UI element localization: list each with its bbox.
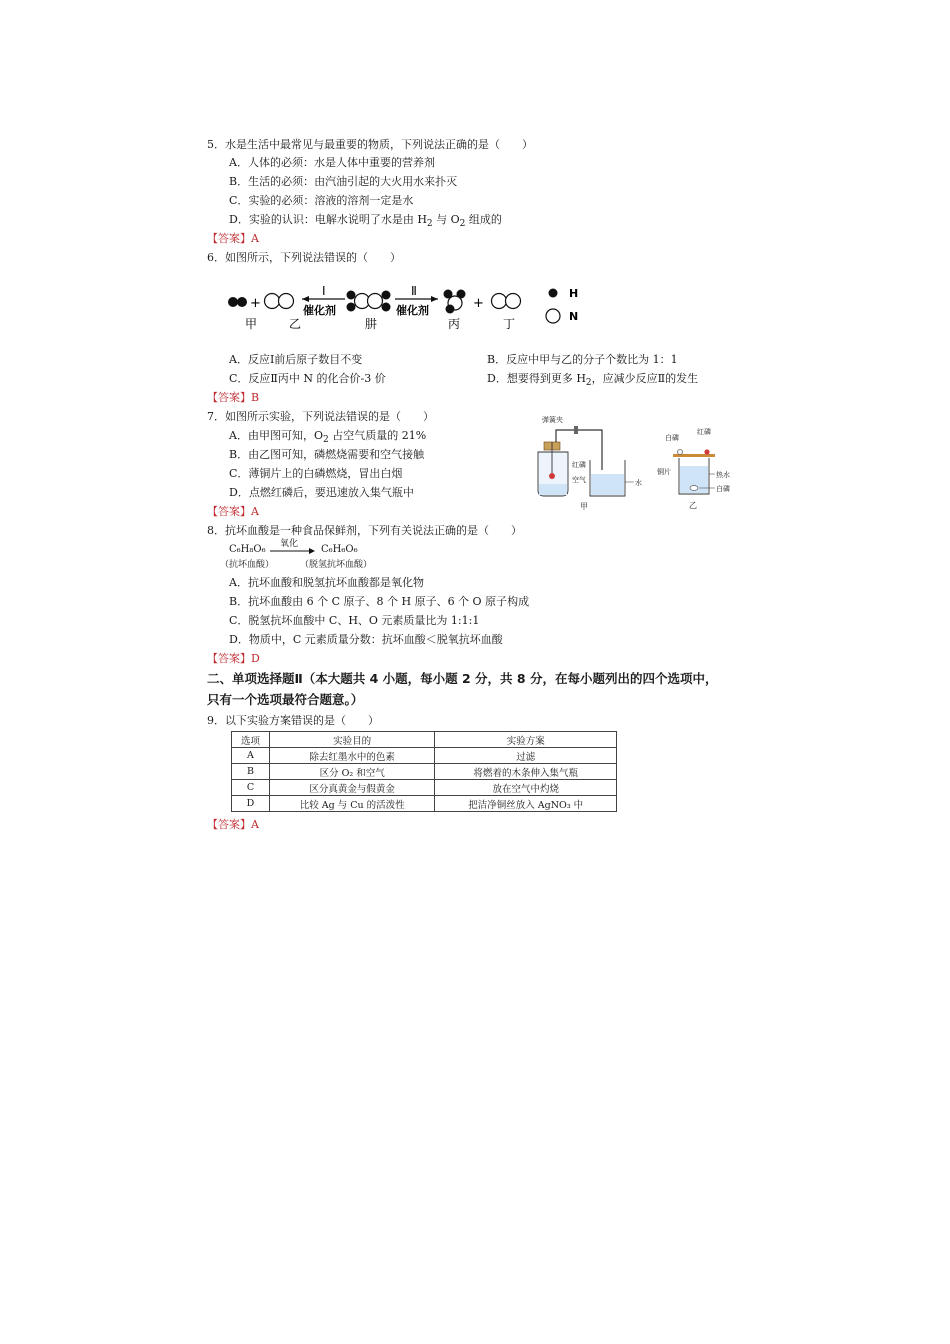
q8-option-a: A．抗坏血酸和脱氢抗坏血酸都是氧化物 bbox=[229, 576, 424, 589]
q8-stem: 8．抗坏血酸是一种食品保鲜剂，下列有关说法正确的是（ ） bbox=[207, 524, 522, 537]
n-atom bbox=[265, 294, 280, 309]
q6-stem: 6．如图所示，下列说法错误的（ ） bbox=[207, 251, 401, 264]
n-atom bbox=[368, 294, 383, 309]
legend-h-label: H bbox=[569, 287, 579, 300]
red-p-label: 红磷 bbox=[572, 461, 586, 469]
q8-option-b: B．抗坏血酸由 6 个 C 原子、8 个 H 原子、6 个 O 原子构成 bbox=[229, 595, 530, 608]
q8-label-left: （抗坏血酸） bbox=[220, 560, 275, 570]
legend-n-label: N bbox=[569, 310, 579, 323]
h-atom bbox=[347, 303, 356, 312]
section2-heading-line1: 二、单项选择题Ⅱ（本大题共 4 小题，每小题 2 分，共 8 分，在每小题列出的四个选项中， bbox=[207, 671, 718, 686]
red-phosphorus bbox=[549, 473, 555, 479]
label-yi: 乙 bbox=[289, 317, 302, 331]
table-cell: 区分 O₂ 和空气 bbox=[269, 764, 435, 780]
clip-label: 弹簧夹 bbox=[542, 416, 563, 424]
q8-label-right: （脱氢抗坏血酸） bbox=[300, 560, 373, 570]
water-label: 水 bbox=[635, 479, 642, 487]
white-p2-label: 白磷 bbox=[716, 485, 730, 493]
table-cell: 将燃着的木条伸入集气瓶 bbox=[435, 764, 617, 780]
q8-arrow-icon bbox=[270, 547, 316, 555]
q6-option-a: A．反应Ⅰ前后原子数目不变 bbox=[229, 353, 363, 366]
q8-option-d: D．物质中，C 元素质量分数：抗坏血酸＜脱氧抗坏血酸 bbox=[229, 633, 503, 646]
q8-answer: 【答案】D bbox=[207, 652, 260, 665]
table-cell: D bbox=[232, 796, 270, 812]
label-bing: 丙 bbox=[448, 317, 461, 331]
h-atom bbox=[382, 303, 391, 312]
q7-apparatus-jia bbox=[530, 412, 650, 512]
q7-option-b: B．由乙图可知，磷燃烧需要和空气接触 bbox=[229, 448, 425, 461]
label-ding: 丁 bbox=[503, 317, 516, 331]
legend-n-icon bbox=[546, 309, 560, 323]
table-row bbox=[232, 748, 617, 764]
n-atom bbox=[492, 294, 507, 309]
reaction-1-label: Ⅰ bbox=[322, 284, 326, 298]
legend-h-icon bbox=[549, 289, 558, 298]
q7-answer: 【答案】A bbox=[207, 505, 259, 518]
q7-option-a: A．由甲图可知，$O_2$ 占空气质量的 21% bbox=[229, 429, 427, 446]
fig-jia-label: 甲 bbox=[580, 502, 588, 511]
section2-heading-line2: 只有一个选项最符合题意。） bbox=[207, 692, 364, 707]
h-atom bbox=[228, 297, 238, 307]
plus-sign: + bbox=[473, 296, 484, 311]
h-atom bbox=[347, 291, 356, 300]
table-cell: 放在空气中灼烧 bbox=[435, 780, 617, 796]
q5-option-a: A．人体的必须：水是人体中重要的营养剂 bbox=[229, 156, 435, 169]
q7-option-d: D．点燃红磷后，要迅速放入集气瓶中 bbox=[229, 486, 414, 499]
q8-equation-left: C₆H₈O₆ bbox=[229, 544, 266, 555]
table-cell: B bbox=[232, 764, 270, 780]
fig-yi-label: 乙 bbox=[689, 501, 697, 510]
hot-water-label: 热水 bbox=[716, 471, 730, 479]
q8-option-c: C．脱氢抗坏血酸中 C、H、O 元素质量比为 1:1:1 bbox=[229, 614, 480, 627]
q6-reaction-diagram bbox=[220, 280, 600, 335]
q7-option-c: C．薄铜片上的白磷燃烧，冒出白烟 bbox=[229, 467, 403, 480]
label-jia: 甲 bbox=[245, 317, 258, 331]
q6-option-d: D．想要得到更多 $H_2$，应减少反应Ⅱ的发生 bbox=[487, 372, 699, 389]
q8-equation-arrow-label: 氧化 bbox=[280, 539, 299, 549]
q5-option-c: C．实验的必须：溶液的溶剂一定是水 bbox=[229, 194, 414, 207]
q6-answer: 【答案】B bbox=[207, 391, 260, 404]
n-atom bbox=[279, 294, 294, 309]
q5-stem: 5．水是生活中最常见与最重要的物质，下列说法正确的是（ ） bbox=[207, 138, 533, 151]
table-header: 选项 bbox=[232, 732, 270, 748]
h-atom bbox=[237, 297, 247, 307]
table-cell: A bbox=[232, 748, 270, 764]
copper-label: 铜片 bbox=[657, 468, 671, 476]
table-header-row bbox=[232, 732, 617, 748]
table-header: 实验方案 bbox=[435, 732, 617, 748]
n-atom bbox=[506, 294, 521, 309]
white-phosphorus-top bbox=[677, 449, 682, 454]
q9-stem: 9．以下实验方案错误的是（ ） bbox=[207, 714, 379, 727]
white-phosphorus-bottom bbox=[690, 486, 698, 491]
table-cell: 把洁净铜丝放入 AgNO₃ 中 bbox=[435, 796, 617, 812]
red-p2-label: 红磷 bbox=[697, 428, 711, 436]
q6-option-b: B．反应中甲与乙的分子个数比为 1：1 bbox=[487, 353, 678, 366]
q8-equation-right: C₆H₆O₆ bbox=[321, 544, 358, 555]
red-phosphorus-top bbox=[704, 449, 709, 454]
table-row bbox=[232, 764, 617, 780]
q9-answer: 【答案】A bbox=[207, 818, 259, 831]
table-row bbox=[232, 796, 617, 812]
h-atom bbox=[446, 305, 455, 314]
table-header: 实验目的 bbox=[269, 732, 435, 748]
table-row bbox=[232, 780, 617, 796]
q5-option-d: D．实验的认识：电解水说明了水是由 $H_2$ 与 $O_2$ 组成的 bbox=[229, 213, 502, 230]
table-cell: 区分真黄金与假黄金 bbox=[269, 780, 435, 796]
label-jing: 肼 bbox=[365, 317, 378, 331]
q7-stem: 7．如图所示实验，下列说法错误的是（ ） bbox=[207, 410, 434, 423]
plus-sign: + bbox=[250, 296, 261, 311]
table-cell: 过滤 bbox=[435, 748, 617, 764]
h-atom bbox=[382, 291, 391, 300]
q7-apparatus-yi bbox=[655, 422, 750, 512]
q5-answer: 【答案】A bbox=[207, 232, 259, 245]
q5-option-b: B．生活的必须：由汽油引起的大火用水来扑灭 bbox=[229, 175, 458, 188]
q9-table bbox=[231, 731, 617, 812]
catalyst-label: 催化剂 bbox=[303, 304, 336, 317]
reaction-2-label: Ⅱ bbox=[411, 284, 417, 298]
table-cell: 除去红墨水中的色素 bbox=[269, 748, 435, 764]
white-p-label: 白磷 bbox=[665, 434, 679, 442]
q6-option-c: C．反应Ⅱ丙中 N 的化合价-3 价 bbox=[229, 372, 386, 385]
spring-clip bbox=[574, 426, 578, 434]
table-cell: 比较 Ag 与 Cu 的活泼性 bbox=[269, 796, 435, 812]
air-label: 空气 bbox=[572, 476, 586, 484]
catalyst-label: 催化剂 bbox=[396, 304, 429, 317]
table-cell: C bbox=[232, 780, 270, 796]
